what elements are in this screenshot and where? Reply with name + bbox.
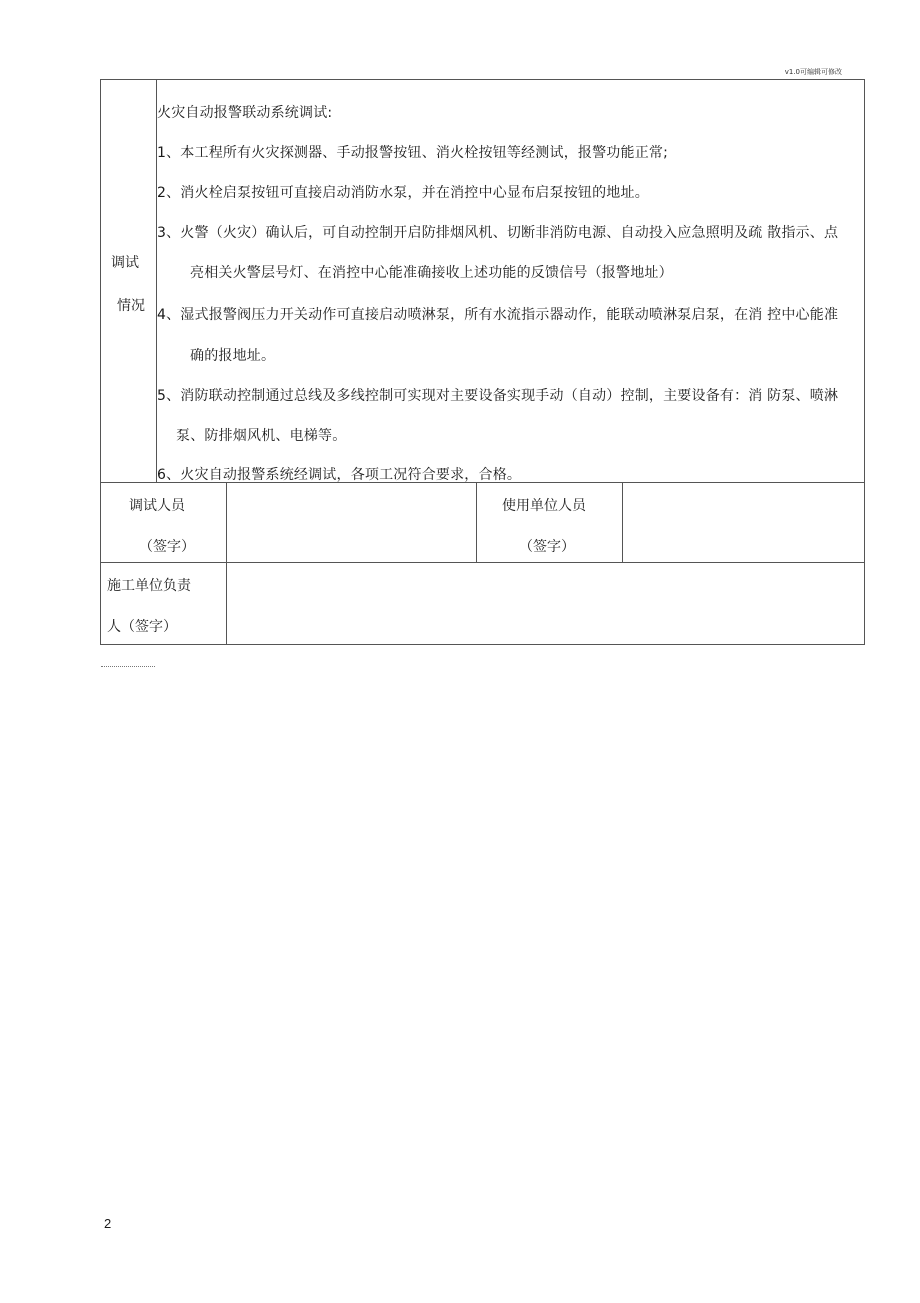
tester-label: 调试人员 [129, 498, 185, 514]
contractor-label-cell [101, 563, 227, 644]
debug-item-5-line2: 泵、防排烟风机、电梯等。 [176, 428, 347, 444]
signature-row-1 [101, 483, 864, 563]
contractor-signature-field[interactable] [227, 563, 864, 644]
user-label-cell [477, 483, 623, 562]
contractor-label-line2: 人（签字） [107, 619, 177, 635]
debug-label-line1: 调试 [111, 255, 139, 271]
debug-content-cell [157, 80, 864, 482]
debug-item-5-line1: 5、消防联动控制通过总线及多线控制可实现对主要设备实现手动（自动）控制，主要设备有：消 防泵、喷淋 [157, 388, 839, 404]
page-number: 2 [104, 1216, 112, 1231]
debug-item-3-line1: 3、火警（火灾）确认后，可自动控制开启防排烟风机、切断非消防电源、自动投入应急照明及疏 散指示、点 [157, 225, 839, 241]
user-signature-field[interactable] [623, 483, 864, 562]
debug-label-cell [101, 80, 157, 482]
tester-sign-label: （签字） [139, 539, 195, 555]
debug-item-6: 6、火灾自动报警系统经调试，各项工况符合要求，合格。 [157, 467, 522, 483]
tester-signature-field[interactable] [227, 483, 477, 562]
debug-label-line2: 情况 [117, 298, 145, 314]
contractor-label-line1: 施工单位负责 [107, 578, 191, 594]
debug-item-4-line1: 4、湿式报警阀压力开关动作可直接启动喷淋泵，所有水流指示器动作，能联动喷淋泵启泵，在消 控中心能准 [157, 307, 839, 323]
debug-record-table [100, 79, 865, 645]
debug-heading: 火灾自动报警联动系统调试: [157, 105, 333, 121]
debug-item-3-line2: 亮相关火警层号灯、在消控中心能准确接收上述功能的反馈信号（报警地址） [190, 265, 673, 281]
tester-label-cell [101, 483, 227, 562]
debug-section-row [101, 80, 864, 483]
debug-item-1: 1、本工程所有火灾探测器、手动报警按钮、消火栓按钮等经测试，报警功能正常; [157, 145, 669, 161]
debug-item-2: 2、消火栓启泵按钮可直接启动消防水泵，并在消控中心显布启泵按钮的地址。 [157, 185, 649, 201]
footnote-divider [101, 666, 155, 667]
signature-row-2 [101, 563, 864, 644]
user-label: 使用单位人员 [502, 498, 586, 514]
user-sign-label: （签字） [519, 539, 575, 555]
version-tag: v1.0可编辑可修改 [784, 68, 842, 76]
debug-item-4-line2: 确的报地址。 [190, 348, 276, 364]
